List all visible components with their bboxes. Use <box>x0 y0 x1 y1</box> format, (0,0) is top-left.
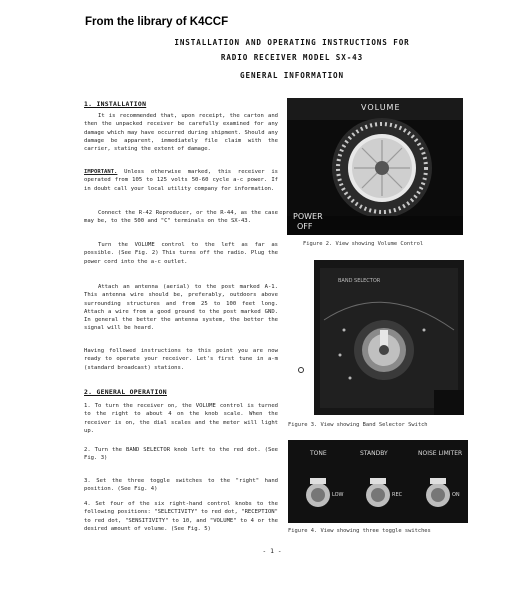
bullet-circle <box>298 367 304 373</box>
section-title: GENERAL INFORMATION <box>240 71 344 80</box>
important-label: IMPORTANT. <box>84 169 118 175</box>
low-label: LOW <box>332 492 344 498</box>
volume-label: VOLUME <box>361 103 401 112</box>
operation-step-1: 1. To turn the receiver on, the VOLUME control is turned to the right to about 4 on the knob scale. When the receiver is on, the dial scales and the meter will light up. <box>84 403 278 434</box>
paragraph-volume: Turn the VOLUME control to the left as far as possible. (See Fig. 2) This turns off the radio. Plug the power cord into the a-c outlet. <box>84 242 278 265</box>
installation-heading: 1. INSTALLATION <box>84 100 147 108</box>
figure-4-photo <box>288 440 468 523</box>
figure-2-caption: Figure 2. View showing Volume Control <box>303 241 424 247</box>
power-label: POWER <box>293 212 323 221</box>
standby-label: STANDBY <box>360 450 388 457</box>
rec-label: REC <box>392 492 403 498</box>
figure-3-photo <box>314 260 464 415</box>
paragraph-inspection: It is recommended that, upon receipt, the carton and then the unpacked receiver be carefully examined for any damage which may have occurred during shipment. Should any damage be apparent, immediately file claim with the carrier, stating the extent of damage. <box>84 113 278 153</box>
important-text: Unless otherwise marked, this receiver is operated from 105 to 125 volts 50-60 cycle a-c power. If in doubt call your local utility company for information. <box>84 169 279 192</box>
band-selector-label: BAND SELECTOR <box>338 278 381 284</box>
paragraph-antenna: Attach an antenna (aerial) to the post marked A-1. This antenna wire should be, preferably, outdoors above surrounding structures and from 25 to 100 feet long. Attach a wire from a good ground to the post marked GND. In general the better the antenna system, the better the signal will be heard. <box>84 284 278 332</box>
tone-label: TONE <box>310 450 327 457</box>
figure-4-caption: Figure 4. View showing three toggle switches <box>288 528 431 534</box>
operation-step-4: 4. Set four of the six right-hand control knobs to the following positions: "SELECTIVITY" to red dot, "RECEPTION" to red dot, "SENSITIVITY" to 10, and "VOLUME" to 4 or the desired amount of volume. (See Fig. 5) <box>84 501 278 532</box>
off-label: OFF <box>297 222 313 231</box>
operation-step-3: 3. Set the three toggle switches to the "right" hand position. (See Fig. 4) <box>84 478 278 493</box>
library-stamp: From the library of K4CCF <box>85 16 229 28</box>
paragraph-ready: Having followed instructions to this point you are now ready to operate your receiver. Let's first tune in a-m (standard broadcast) stations. <box>84 348 278 371</box>
noise-limiter-label: NOISE LIMITER <box>418 450 463 457</box>
operation-step-2: 2. Turn the BAND SELECTOR knob left to the red dot. (See Fig. 3) <box>84 447 278 462</box>
figure-3-caption: Figure 3. View showing Band Selector Switch <box>288 422 428 428</box>
paragraph-connect: Connect the R-42 Reproducer, or the R-44, as the case may be, to the 500 and "C" terminals on the SX-43. <box>84 210 278 225</box>
document-title: INSTALLATION AND OPERATING INSTRUCTIONS FOR <box>174 38 410 47</box>
band-selector-illustration <box>314 260 464 415</box>
operation-heading: 2. GENERAL OPERATION <box>84 388 167 396</box>
figure-2-photo <box>287 98 463 235</box>
paragraph-important <box>84 168 278 193</box>
document-subtitle: RADIO RECEIVER MODEL SX-43 <box>220 53 364 62</box>
on-label: ON <box>452 492 460 498</box>
page-number: - 1 - <box>262 547 282 555</box>
